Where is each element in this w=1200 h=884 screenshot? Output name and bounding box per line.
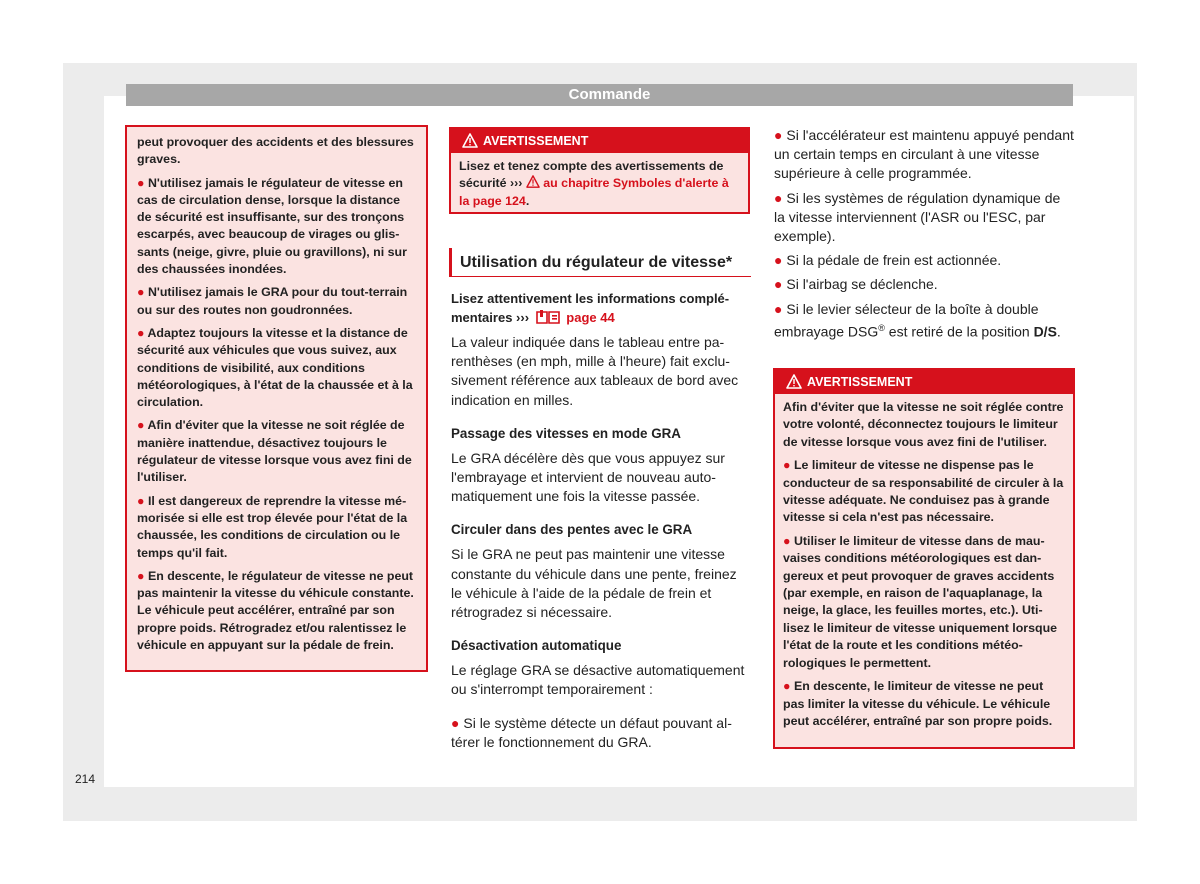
warning-bullet: ● Utiliser le limiteur de vitesse dans de mauvaises conditions météorologiques est dangereux et peut provoquer de graves accidents (par exemple, en raison de l'aquaplanage, la neige, la glace, les feuilles mortes, etc.). Utilisez le limiteur de vitesse uniquement lorsque l'état de la route et les conditions météorologiques le permettent. — [783, 533, 1058, 670]
intro-paragraph: La valeur indiquée dans le tableau entre parenthèses (en mph, mille à l'heure) fait exclusivement référence aux tableaux de bord avec indication en milles. — [451, 334, 739, 408]
list-item: ● Si l'airbag se déclenche. — [774, 276, 938, 293]
section-title: Utilisation du régulateur de vitesse* — [449, 248, 751, 277]
warning-header — [775, 370, 1073, 394]
warning-label: AVERTISSEMENT — [807, 375, 913, 389]
warning-bullet: ● Le limiteur de vitesse ne dispense pas le conducteur de sa responsabilité de circuler à la vitesse adéquate. Ne conduisez pas à grande vitesse si cela n'est pas nécessaire. — [783, 458, 1064, 525]
chapter-link[interactable]: au chapitre Symboles d'alerte à la page 124 — [459, 176, 729, 208]
list-item: ● Si le levier sélecteur de la boîte à double embrayage DSG® est retiré de la position D/S. — [774, 300, 1061, 340]
warning-triangle-icon — [786, 374, 802, 389]
bullet-icon: ● — [137, 493, 145, 508]
list-item: ● Si les systèmes de régulation dynamique de la vitesse interviennent (l'ASR ou l'ESC, par exemple). — [774, 189, 1061, 245]
page-link[interactable]: page 44 — [566, 310, 615, 325]
bullet-icon: ● — [137, 325, 145, 340]
bullet-icon: ● — [783, 533, 791, 548]
book-reference-icon — [535, 309, 561, 325]
warning-box-top — [449, 127, 750, 214]
chapter-header — [126, 84, 1073, 106]
bullet-icon: ● — [774, 127, 783, 143]
warning-bullet: ● N'utilisez jamais le GRA pour du tout-terrain ou sur des routes non goudronnées. — [137, 285, 408, 317]
desactivation-paragraph: Le réglage GRA se désactive automatiquement ou s'interrompt temporairement : — [451, 662, 745, 698]
warning-bullet: ● Il est dangereux de reprendre la vitesse mémorisée si elle est trop élevée pour l'état de la chaussée, les conditions de circulation ou le temps qu'il fait. — [137, 493, 408, 560]
subheading-desactivation: Désactivation automatique — [451, 638, 622, 654]
bullet-icon: ● — [451, 714, 460, 731]
subheading-passage: Passage des vitesses en mode GRA — [451, 425, 681, 441]
bullet-icon: ● — [137, 285, 145, 300]
bullet-icon: ● — [137, 568, 145, 583]
chapter-title: Commande — [568, 86, 651, 103]
list-item: ● Si l'accélérateur est maintenu appuyé pendant un certain temps en circulant à une vitesse supérieure à celle programmée. — [774, 127, 1074, 182]
warning-continued-box — [125, 125, 428, 672]
bullet-icon: ● — [137, 175, 145, 190]
warning-bullet: ● Adaptez toujours la vitesse et la distance de sécurité aux véhicules que vous suivez, aux conditions de visibilité, aux conditions météorologiques, à l'état de la chaussée et à la circulation. — [137, 325, 413, 410]
bullet-icon: ● — [783, 679, 791, 694]
warning-intro: Afin d'éviter que la vitesse ne soit réglée contre votre volonté, déconnectez toujours le limiteur de vitesse lorsque vous avez fini de l'utiliser. — [783, 400, 1064, 449]
warning-box-right — [773, 368, 1075, 749]
warning-bullet: ● N'utilisez jamais le régulateur de vitesse en cas de circulation dense, lorsque la distance de sécurité est insuffisante, sur des tronçons escarpés, avec beaucoup de virages ou glissants (neige, givre, pluie ou gravillons), ni sur des chaussées inondées. — [137, 175, 407, 277]
bullet-icon: ● — [783, 458, 791, 473]
bullet-icon: ● — [774, 189, 783, 206]
warning-bullet: ● En descente, le limiteur de vitesse ne peut pas limiter la vitesse du véhicule. Le véhicule peut accélérer, entraîné par son propre poids. — [783, 679, 1053, 728]
lead-paragraph: Lisez attentivement les informations complémentaires ››› page 44 — [451, 291, 730, 325]
list-item: ● Si la pédale de frein est actionnée. — [774, 252, 1002, 269]
warning-body: Lisez et tenez compte des avertissements de sécurité ››› au chapitre Symboles d'alerte à la page 124. — [459, 159, 729, 208]
warning-triangle-icon — [462, 133, 478, 148]
subheading-pentes: Circuler dans des pentes avec le GRA — [451, 522, 693, 538]
bullet-icon: ● — [137, 418, 145, 433]
passage-paragraph: Le GRA décélère dès que vous appuyez sur l'embrayage et intervient de nouveau automatiquement une fois la vitesse passée. — [451, 449, 725, 505]
warning-continued-intro: peut provoquer des accidents et des blessures graves. — [137, 135, 414, 167]
warning-bullet: ● En descente, le régulateur de vitesse ne peut pas maintenir la vitesse du véhicule constante. Le véhicule peut accélérer, entraîné par son propre poids. Rétrogradez et/ou ralentissez le véhicule en appuyant sur la pédale de frein. — [137, 568, 414, 653]
warning-label: AVERTISSEMENT — [483, 134, 589, 148]
warning-triangle-icon — [526, 175, 540, 188]
warning-bullet: ● Afin d'éviter que la vitesse ne soit réglée de manière inattendue, désactivez toujours le régulateur de vitesse lorsque vous avez fini de l'utiliser. — [137, 418, 412, 485]
bullet-icon: ● — [774, 252, 783, 269]
bullet-icon: ● — [774, 276, 783, 293]
warning-header — [451, 129, 748, 153]
desactivation-list — [774, 126, 1074, 347]
warning-body — [775, 394, 1073, 730]
section-body — [451, 289, 751, 766]
desactivation-bullet: ● Si le système détecte un défaut pouvant altérer le fonctionnement du GRA. — [451, 714, 732, 750]
page-number: 214 — [75, 772, 96, 786]
pentes-paragraph: Si le GRA ne peut pas maintenir une vitesse constante du véhicule dans une pente, freinez le véhicule à l'aide de la pédale de frein et rétrogradez si nécessaire. — [451, 546, 737, 621]
bullet-icon: ● — [774, 300, 783, 317]
